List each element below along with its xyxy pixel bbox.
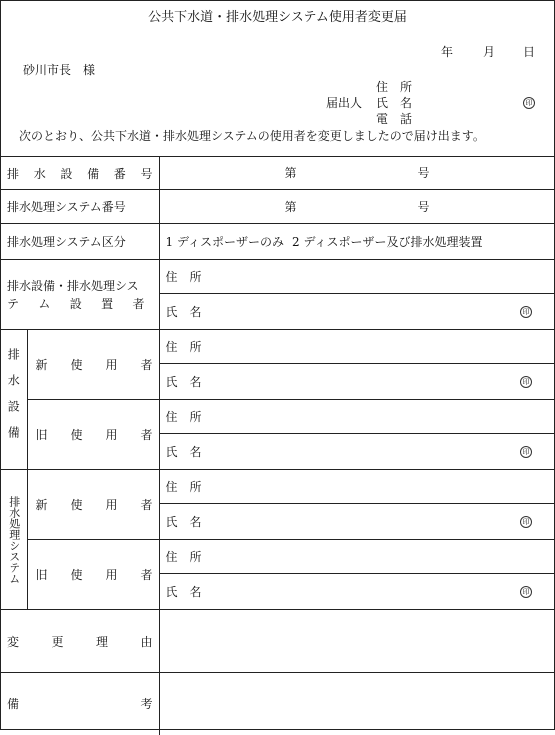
drain-new-address-cell[interactable] (159, 330, 554, 364)
installer-address-label: 住 所 (165, 270, 202, 284)
system-no-label: 排水処理システム番号 (7, 200, 126, 214)
installer-label-line1: 排水設備・排水処理シス (7, 278, 139, 293)
system-no-dai: 第 (284, 200, 297, 214)
drain-old-name-cell[interactable] (159, 434, 554, 470)
drain-no-cell[interactable] (159, 157, 554, 190)
drain-old-address-cell[interactable] (159, 400, 554, 434)
installer-label-line2: テ ム 設 置 者 (7, 296, 145, 311)
system-old-name-cell[interactable] (159, 574, 554, 610)
drain-no-dai: 第 (284, 166, 297, 180)
system-type-cell[interactable] (159, 224, 554, 260)
drain-new-user-label: 新 使 用 者 (35, 358, 153, 372)
system-new-user-label-cell (27, 470, 159, 540)
reason-cell[interactable] (159, 610, 554, 673)
drain-new-name-cell[interactable] (159, 364, 554, 400)
drain-new-name-label: 氏 名 (165, 375, 202, 389)
seal-icon: 印 (520, 446, 532, 458)
applicant-phone-label: 電 話 (376, 112, 413, 126)
system-no-go: 号 (417, 200, 430, 214)
system-type-label-cell (1, 224, 159, 260)
date-year-label: 年 (441, 45, 454, 59)
system-type-label: 排水処理システム区分 (7, 235, 126, 249)
seal-icon: 印 (520, 586, 532, 598)
system-new-name-cell[interactable] (159, 504, 554, 540)
system-new-name-label: 氏 名 (165, 515, 202, 529)
drain-no-go: 号 (417, 166, 430, 180)
seal-icon: 印 (520, 516, 532, 528)
system-old-name-label: 氏 名 (165, 585, 202, 599)
installer-label-cell (1, 260, 159, 330)
system-new-user-label: 新 使 用 者 (35, 498, 153, 512)
seal-icon: 印 (520, 376, 532, 388)
drain-old-address-label: 住 所 (165, 410, 202, 424)
seal-icon: 印 (523, 97, 535, 109)
addressee: 砂川市長 様 (23, 63, 96, 77)
installer-name-label: 氏 名 (165, 305, 202, 319)
installer-address-cell[interactable] (159, 260, 554, 294)
applicant-address-label: 住 所 (376, 80, 413, 94)
system-old-address-cell[interactable] (159, 540, 554, 574)
system-old-user-label: 旧 使 用 者 (35, 568, 153, 582)
system-new-address-cell[interactable] (159, 470, 554, 504)
system-no-label-cell (1, 190, 159, 224)
system-new-address-label: 住 所 (165, 480, 202, 494)
seal-icon: 印 (520, 306, 532, 318)
date-day-label: 日 (523, 45, 536, 59)
section-system-label: 排水処理システム (7, 495, 21, 584)
form-table (1, 156, 554, 735)
system-type-option-1[interactable]: 1 ディスポーザーのみ (165, 235, 284, 249)
drain-old-user-label-cell (27, 400, 159, 470)
drain-new-address-label: 住 所 (165, 340, 202, 354)
section-drain-label: 排水設備 (6, 347, 21, 452)
drain-no-label: 排 水 設 備 番 号 (7, 166, 153, 181)
system-old-address-label: 住 所 (165, 550, 202, 564)
section-drain-cell (1, 330, 27, 470)
applicant-label: 届出人 (326, 96, 363, 110)
form-title: 公共下水道・排水処理システム使用者変更届 (148, 10, 407, 25)
section-system-cell (1, 470, 27, 610)
remarks-label: 備 考 (7, 697, 153, 712)
drain-old-name-label: 氏 名 (165, 445, 202, 459)
drain-old-user-label: 旧 使 用 者 (35, 428, 153, 442)
remarks-label-cell (1, 673, 159, 735)
statement-text: 次のとおり、公共下水道・排水処理システムの使用者を変更しましたので届け出ます。 (19, 129, 485, 143)
date-month-label: 月 (483, 45, 496, 59)
applicant-name-label: 氏 名 (376, 96, 413, 110)
system-no-cell[interactable] (159, 190, 554, 224)
system-old-user-label-cell (27, 540, 159, 610)
reason-label-cell (1, 610, 159, 673)
installer-name-cell[interactable] (159, 294, 554, 330)
system-type-option-2[interactable]: 2 ディスポーザー及び排水処理装置 (292, 235, 483, 249)
drain-new-user-label-cell (27, 330, 159, 400)
remarks-cell[interactable] (159, 673, 554, 735)
reason-label: 変 更 理 由 (7, 634, 153, 649)
drain-no-label-cell (1, 157, 159, 190)
